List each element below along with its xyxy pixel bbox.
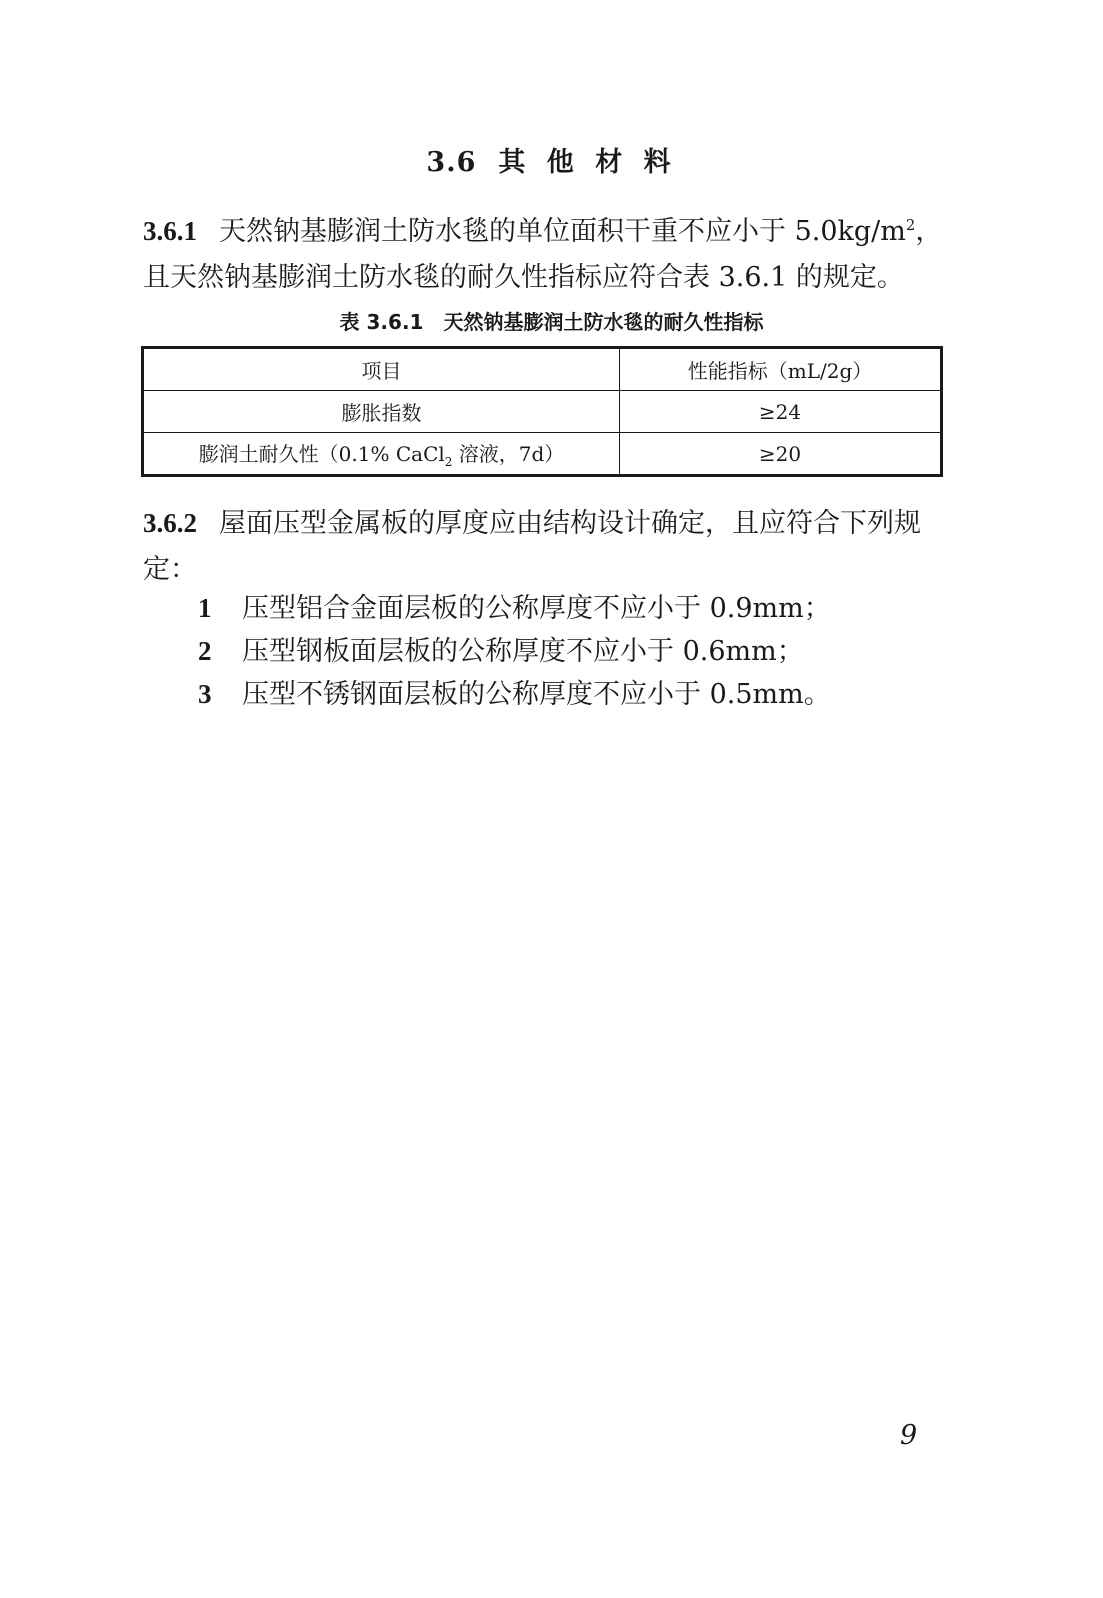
list-item: [198, 674, 831, 715]
table-caption-number: 表 3.6.1: [339, 310, 424, 334]
table-cell-value: ≥24: [620, 391, 942, 433]
table-cell-item-subscript: 2: [444, 455, 453, 469]
list-item-number: 1: [198, 593, 212, 623]
clause-number: 3.6.1: [143, 216, 197, 246]
table-row: [143, 433, 942, 476]
clause-text: 屋面压型金属板的厚度应由结构设计确定，且应符合下列规定：: [143, 508, 921, 585]
list-item-text: 压型钢板面层板的公称厚度不应小于 0.6mm；: [242, 636, 804, 667]
table-cell-item: [143, 433, 620, 476]
table-header-value: 性能指标（mL/2g）: [620, 348, 942, 391]
table-header-row: [143, 348, 942, 391]
table-cell-item: 膨胀指数: [143, 391, 620, 433]
table-cell-value: ≥20: [620, 433, 942, 476]
table-cell-item-part2: 溶液，7d）: [452, 442, 565, 466]
list-item: [198, 631, 804, 672]
table-row: [143, 391, 942, 433]
table-header-item: 项目: [143, 348, 620, 391]
section-number: 3.6: [426, 147, 477, 178]
clause-number: 3.6.2: [143, 508, 197, 538]
section-title: 其 他 材 料: [498, 147, 677, 178]
table-caption: [0, 306, 1103, 335]
table-caption-title: 天然钠基膨润土防水毯的耐久性指标: [443, 310, 764, 334]
list-item-text: 压型铝合金面层板的公称厚度不应小于 0.9mm；: [242, 593, 831, 624]
clause-3-6-1: [143, 202, 943, 301]
list-item-number: 2: [198, 636, 212, 666]
page-number: 9: [900, 1420, 918, 1451]
clause-superscript: 2: [905, 216, 916, 234]
clause-text-part2: ，且天然钠基膨润土防水毯的耐久性指标应符合表 3.6.1 的规定。: [143, 216, 943, 293]
list-item-text: 压型不锈钢面层板的公称厚度不应小于 0.5mm。: [242, 679, 831, 710]
list-item: [198, 588, 831, 629]
clause-3-6-2: [143, 500, 943, 593]
durability-table: [141, 346, 943, 477]
list-item-number: 3: [198, 679, 212, 709]
clause-text-part1: 天然钠基膨润土防水毯的单位面积干重不应小于 5.0kg/m: [219, 216, 906, 247]
table-cell-item-part1: 膨润土耐久性（0.1% CaCl: [198, 442, 445, 466]
section-heading: [0, 140, 1103, 179]
